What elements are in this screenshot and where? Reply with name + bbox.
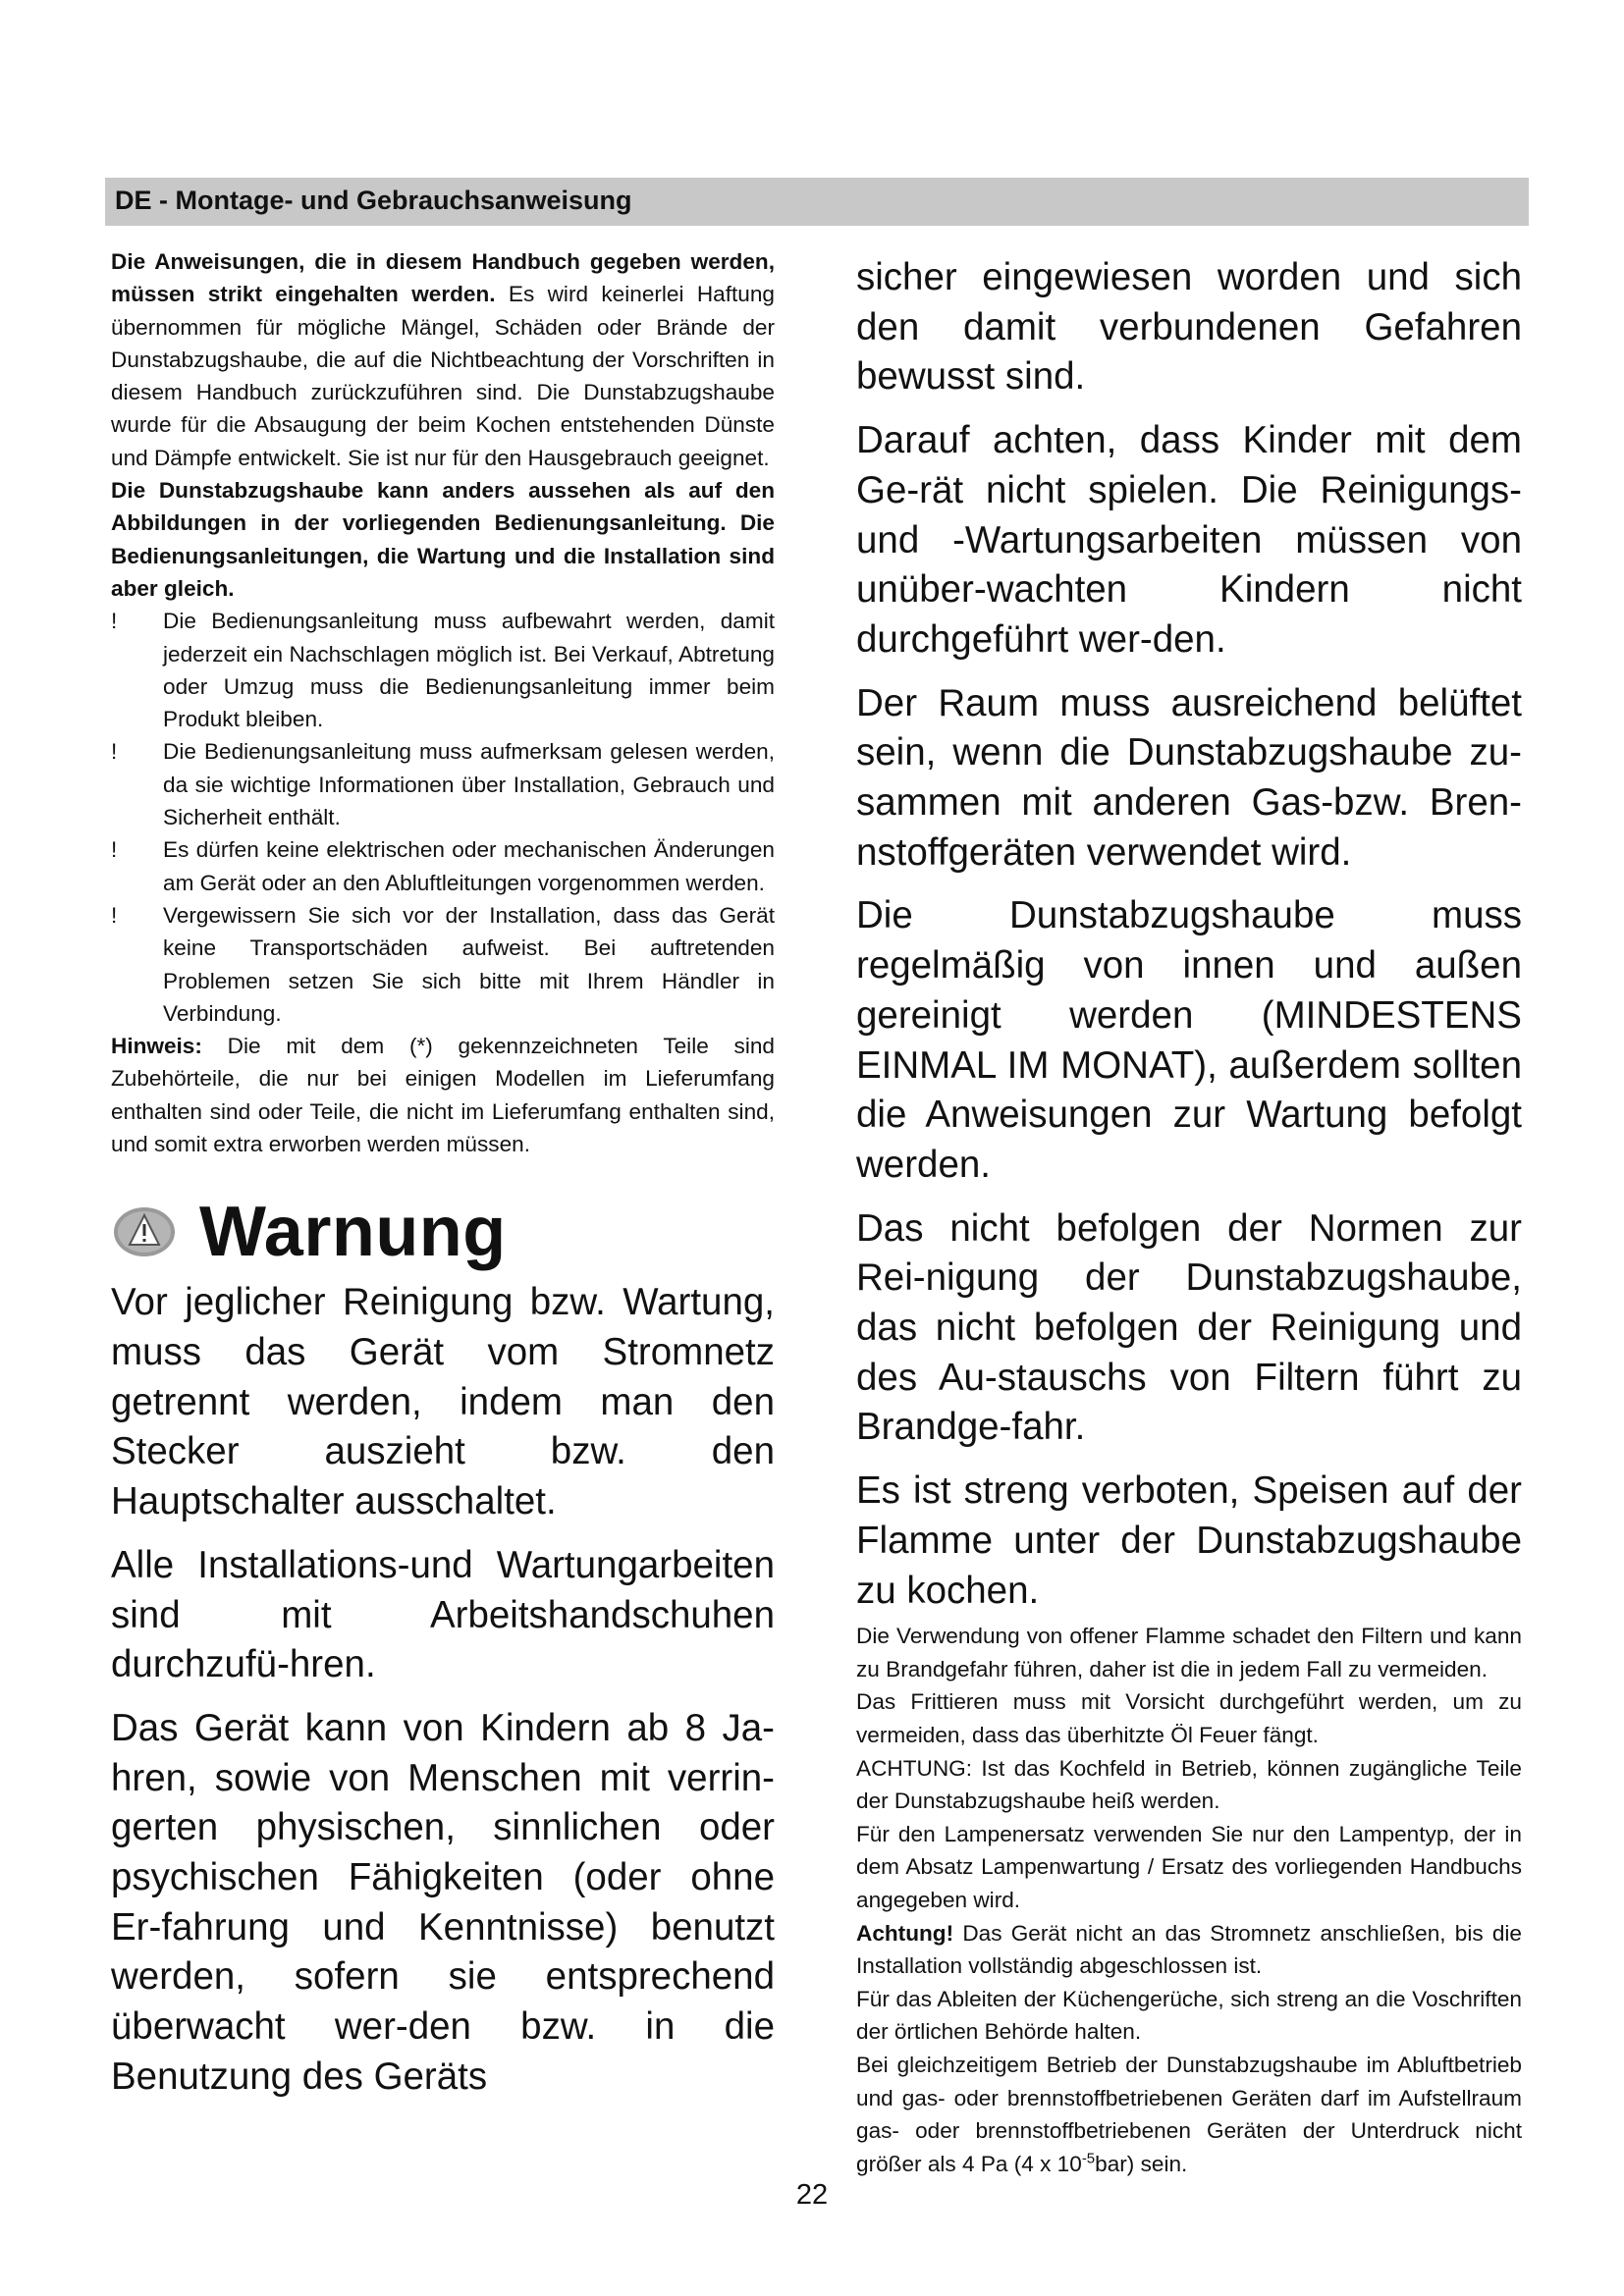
- hint-label: Hinweis:: [111, 1034, 202, 1059]
- bullet-item: [111, 899, 775, 1030]
- bullet-mark: !: [111, 902, 118, 928]
- section-header-bar: [105, 178, 1529, 226]
- achtung-text: Das Gerät nicht an das Stromnetz anschließen, bis die Installation vollständig abgeschlossen ist.: [856, 1920, 1522, 1979]
- warning-paragraph: Alle Installations-und Wartungarbeiten sind mit Arbeitshandschuhen durchzufü-hren.: [111, 1543, 775, 1686]
- bullet-item: [111, 735, 775, 833]
- bullet-text: Die Bedienungsanleitung muss aufmerksam gelesen werden, da sie wichtige Informationen über Installation, Gebrauch und Sicherheit enthält.: [163, 739, 775, 830]
- large-paragraph: Die Dunstabzugshaube muss regelmäßig von innen und außen gereinigt werden (MINDESTENS EINMAL IM MONAT), außerdem sollten die Anweisungen zur Wartung befolgt werden.: [856, 894, 1522, 1186]
- large-paragraph: Das nicht befolgen der Normen zur Rei-nigung der Dunstabzugshaube, das nicht befolgen der Reinigung und des Au-stauschs von Filtern führt zu Brandge-fahr.: [856, 1206, 1522, 1449]
- large-paragraph: Es ist streng verboten, Speisen auf der Flamme unter der Dunstabzugshaube zu kochen.: [856, 1469, 1522, 1612]
- pressure-text: Bei gleichzeitigem Betrieb der Dunstabzugshaube im Abluftbetrieb und gas- oder brennstoffbetriebenen Geräten darf im Aufstellraum gas- oder brennstoffbetriebenen Geräten der Unterdruck nicht größer als 4 Pa (4 x 10: [856, 2053, 1522, 2176]
- large-paragraph: Der Raum muss ausreichend belüftet sein, wenn die Dunstabzugshaube zu-sammen mit anderen Gas-bzw. Bren-nstoffgeräten verwendet wird.: [856, 681, 1522, 874]
- hint-text: Die mit dem (*) gekennzeichneten Teile sind Zubehörteile, die nur bei einigen Modellen im Lieferumfang enthalten sind oder Teile, die nicht im Lieferumfang enthalten sind, und somit extra erworben werden müssen.: [111, 1034, 775, 1157]
- appearance-note: Die Dunstabzugshaube kann anders aussehen als auf den Abbildungen in der vorliegenden Bedienungsanleitung. Die Bedienungsanleitungen, die Wartung und die Installation sind aber gleich.: [111, 478, 775, 601]
- pressure-exponent: -5: [1081, 2150, 1096, 2167]
- hint-paragraph: [111, 1030, 775, 1160]
- large-paragraph: sicher eingewiesen worden und sich den damit verbundenen Gefahren bewusst sind.: [856, 256, 1522, 399]
- warning-heading: [111, 1193, 775, 1272]
- warning-paragraph: Das Gerät kann von Kindern ab 8 Ja-hren, sowie von Menschen mit verrin-gerten physischen, sinnlichen oder psychischen Fähigkeiten (oder ohne Er-fahrung und Kenntnisse) benutzt werden, sofern sie entsprechend überwacht wer-den bzw. in die Benutzung des Geräts: [111, 1706, 775, 2098]
- bullet-item: [111, 605, 775, 735]
- intro-bold: Die Anweisungen, die in diesem Handbuch gegeben werden, müssen strikt eingehalten werden.: [111, 249, 775, 307]
- left-column: [111, 245, 775, 2103]
- warning-title: Warnung: [199, 1193, 507, 1272]
- flame-paragraph: Die Verwendung von offener Flamme schadet den Filtern und kann zu Brandgefahr führen, daher ist die in jedem Fall zu vermeiden.: [856, 1624, 1522, 1682]
- bullet-text: Die Bedienungsanleitung muss aufbewahrt werden, damit jederzeit ein Nachschlagen möglich ist. Bei Verkauf, Abtretung oder Umzug muss die Bedienungsanleitung immer beim Produkt bleiben.: [163, 609, 775, 732]
- pressure-text-end: bar) sein.: [1095, 2151, 1188, 2176]
- achtung-label: Achtung!: [856, 1920, 954, 1946]
- large-paragraph: Darauf achten, dass Kinder mit dem Ge-rät nicht spielen. Die Reinigungs- und -Wartungsarbeiten müssen von unüber-wachten Kindern nicht durchgeführt wer-den.: [856, 419, 1522, 661]
- right-column: [856, 253, 1522, 2180]
- bullet-text: Es dürfen keine elektrischen oder mechanischen Änderungen am Gerät oder an den Abluftleitungen vorgenommen werden.: [163, 837, 775, 895]
- intro-paragraph: [111, 245, 775, 474]
- bullet-mark: !: [111, 837, 118, 863]
- warning-icon: [113, 1205, 176, 1258]
- section-header-title: DE - Montage- und Gebrauchsanweisung: [115, 186, 632, 215]
- lamp-paragraph: Für den Lampenersatz verwenden Sie nur den Lampentyp, der in dem Absatz Lampenwartung / Ersatz des vorliegenden Handbuchs angegeben wird.: [856, 1821, 1522, 1913]
- pressure-paragraph: [856, 2049, 1522, 2180]
- warning-paragraph: Vor jeglicher Reinigung bzw. Wartung, muss das Gerät vom Stromnetz getrennt werden, indem man den Stecker auszieht bzw. den Hauptschalter ausschaltet.: [111, 1281, 775, 1523]
- instruction-bullets: [111, 605, 775, 1030]
- page-number: 22: [795, 2179, 829, 2211]
- bullet-text: Vergewissern Sie sich vor der Installation, dass das Gerät keine Transportschäden aufweist. Bei auftretenden Problemen setzen Sie sich bitte mit Ihrem Händler in Verbindung.: [163, 902, 775, 1026]
- bullet-mark: !: [111, 609, 118, 634]
- achtung-paragraph: [856, 1917, 1522, 1983]
- bullet-mark: !: [111, 739, 118, 765]
- bullet-item: [111, 833, 775, 899]
- odors-paragraph: Für das Ableiten der Küchengerüche, sich streng an die Voschriften der örtlichen Behörde halten.: [856, 1986, 1522, 2045]
- intro-rest: Es wird keinerlei Haftung übernommen für mögliche Mängel, Schäden oder Brände der Dunstabzugshaube, die auf die Nichtbeachtung der Vorschriften in diesem Handbuch zurückzuführen sind. Die Dunstabzugshaube wurde für die Absaugung der beim Kochen entstehenden Dünste und Dämpfe entwickelt. Sie ist nur für den Hausgebrauch geeignet.: [111, 282, 775, 470]
- frying-paragraph: Das Frittieren muss mit Vorsicht durchgeführt werden, um zu vermeiden, dass das überhitzte Öl Feuer fängt.: [856, 1689, 1522, 1748]
- attention-paragraph: ACHTUNG: Ist das Kochfeld in Betrieb, können zugängliche Teile der Dunstabzugshaube heiß werden.: [856, 1755, 1522, 1814]
